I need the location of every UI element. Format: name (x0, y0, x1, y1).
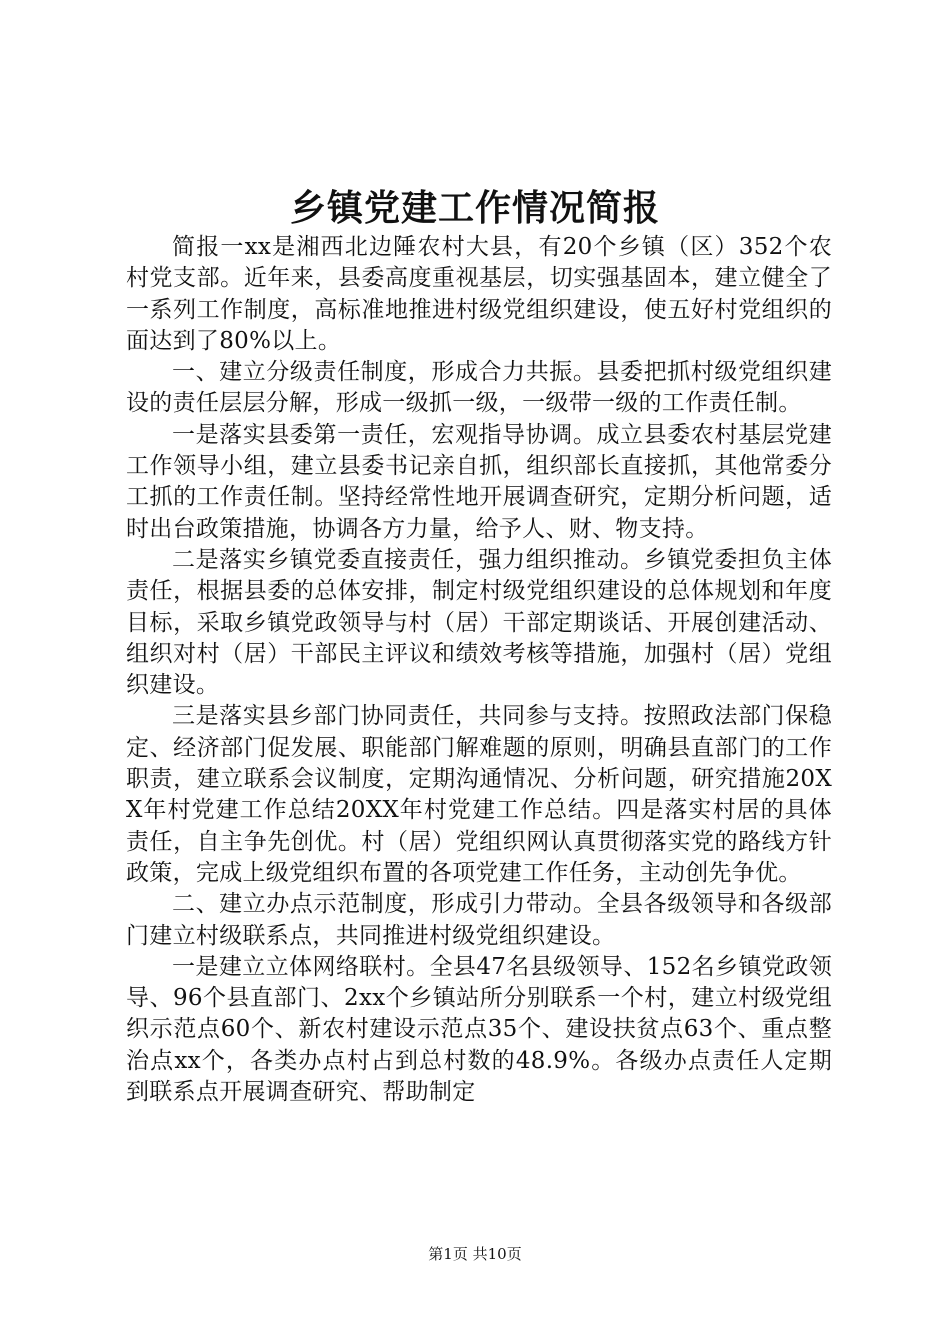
page-footer: 第1页 共10页 (428, 1245, 522, 1263)
paragraph-department-responsibility: 三是落实县乡部门协同责任，共同参与支持。按照政法部门保稳定、经济部门促发展、职能部门解难题的原则，明确县直部门的工作职责，建立联系会议制度，定期沟通情况、分析问题，研究措施20XX年村党建工作总结20XX年村党建工作总结。四是落实村居的具体责任，自主争先创优。村（居）党组织网认真贯彻落实党的路线方针政策，完成上级党组织布置的各项党建工作任务，主动创先争优。 (126, 703, 832, 886)
paragraph-network-villages: 一是建立立体网络联村。全县47名县级领导、152名乡镇党政领导、96个县直部门、2xx个乡镇站所分别联系一个村，建立村级党组织示范点60个、新农村建设示范点35个、建设扶贫点63个、重点整治点xx个，各类办点村占到总村数的48.9%。各级办点责任人定期到联系点开展调查研究、帮助制定 (126, 953, 832, 1106)
document-body (126, 232, 832, 1108)
document-title: 乡镇党建工作情况简报 (289, 187, 660, 229)
paragraph-section-1: 一、建立分级责任制度，形成合力共振。县委把抓村级党组织建设的责任层层分解，形成一级抓一级，一级带一级的工作责任制。 (126, 359, 832, 417)
paragraph-township-responsibility: 二是落实乡镇党委直接责任，强力组织推动。乡镇党委担负主体责任，根据县委的总体安排，制定村级党组织建设的总体规划和年度目标，采取乡镇党政领导与村（居）干部定期谈话、开展创建活动、组织对村（居）干部民主评议和绩效考核等措施，加强村（居）党组织建设。 (126, 546, 832, 699)
paragraph-section-2: 二、建立办点示范制度，形成引力带动。全县各级领导和各级部门建立村级联系点，共同推进村级党组织建设。 (126, 891, 832, 949)
paragraph-county-responsibility: 一是落实县委第一责任，宏观指导协调。成立县委农村基层党建工作领导小组，建立县委书记亲自抓，组织部长直接抓，其他常委分工抓的工作责任制。坚持经常性地开展调查研究，定期分析问题，适时出台政策措施，协调各方力量，给予人、财、物支持。 (126, 421, 832, 542)
paragraph-intro: 简报一xx是湘西北边陲农村大县，有20个乡镇（区）352个农村党支部。近年来，县委高度重视基层，切实强基固本，建立健全了一系列工作制度，高标准地推进村级党组织建设，使五好村党组织的面达到了80%以上。 (126, 234, 832, 354)
